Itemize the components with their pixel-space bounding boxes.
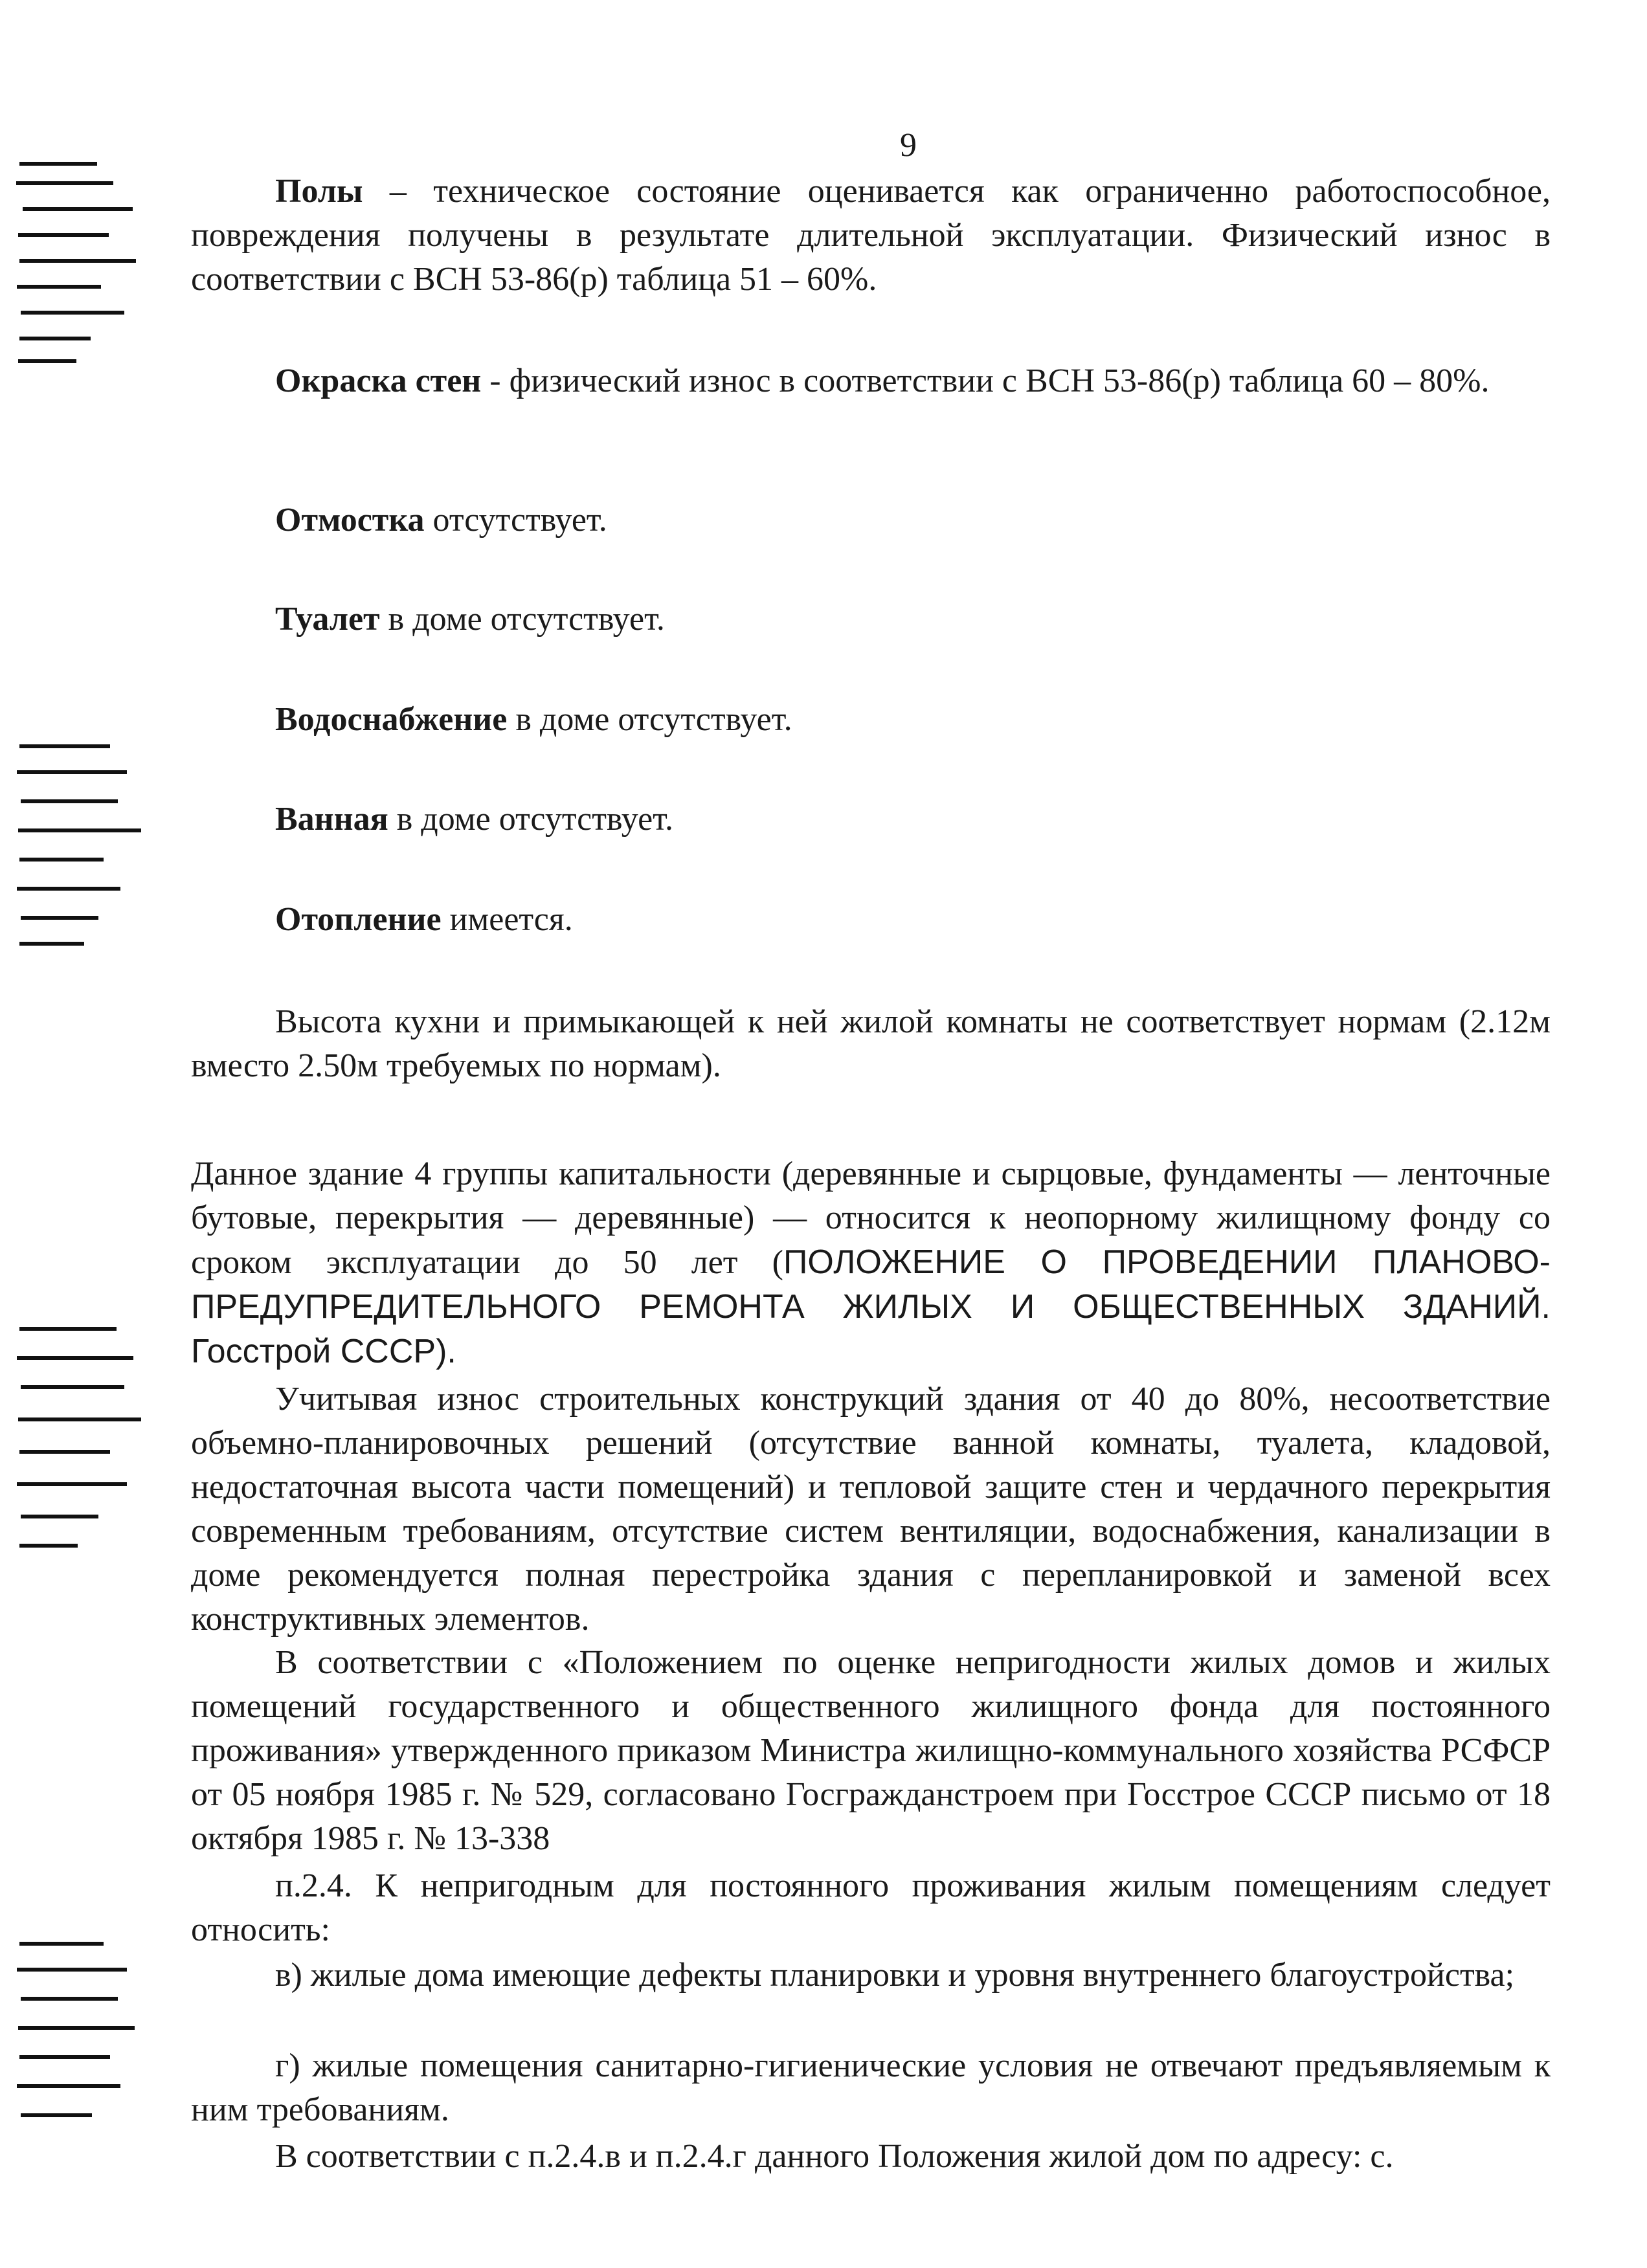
toilet-paragraph [191, 597, 1551, 641]
heating-text: имеется. [441, 901, 573, 938]
blind-area-paragraph [191, 498, 1551, 542]
floors-paragraph [191, 170, 1551, 302]
bathroom-paragraph [191, 797, 1551, 841]
blind-area-label: Отмостка [275, 502, 425, 539]
heating-paragraph [191, 898, 1551, 942]
bathroom-label: Ванная [275, 801, 388, 838]
item-g: г) жилые помещения санитарно-гигиенические условия не отвечают предъявляемым к ним требованиям. [191, 2047, 1551, 2128]
bathroom-text: в доме отсутствует. [388, 801, 673, 838]
heating-label: Отопление [275, 901, 442, 938]
floors-text: – техническое состояние оценивается как ограниченно работоспособное, повреждения получены в результате длительной эксплуатации. Физический износ в соответствии с ВСН 53-86(р) таблица 51 – 60%. [191, 173, 1551, 298]
wall-paint-label: Окраска стен [275, 362, 482, 399]
water-supply-paragraph [191, 698, 1551, 742]
clause-paragraph: п.2.4. К непригодным для постоянного проживания жилым помещениям следует относить: [191, 1867, 1551, 1948]
toilet-label: Туалет [275, 601, 380, 638]
blind-area-text: отсутствует. [424, 502, 607, 539]
regulation-paragraph: В соответствии с «Положением по оценке непригодности жилых домов и жилых помещений государственного и общественного жилищного фонда для постоянного проживания» утвержденного приказом Министра жилищно-коммунального хозяйства РСФСР от 05 ноября 1985 г. № 529, согласовано Госгражданстроем при Госстрое СССР письмо от 18 октября 1985 г. № 13-338 [191, 1644, 1551, 1857]
scan-artifact [0, 1935, 149, 2149]
height-note: Высота кухни и примыкающей к ней жилой комнаты не соответствует нормам (2.12м вместо 2.50м требуемых по нормам). [191, 1003, 1551, 1084]
toilet-text: в доме отсутствует. [379, 601, 665, 638]
water-supply-text: в доме отсутствует. [507, 701, 792, 738]
capital-group-caps: ПОЛОЖЕНИЕ О ПРОВЕДЕНИИ ПЛАНОВО-ПРЕДУПРЕДИТЕЛЬНОГО РЕМОНТА ЖИЛЫХ И ОБЩЕСТВЕННЫХ ЗДАНИЙ. Госстрой СССР). [191, 1243, 1551, 1370]
water-supply-label: Водоснабжение [275, 701, 508, 738]
scan-artifact [0, 738, 149, 951]
scan-artifact [0, 155, 149, 369]
wall-paint-text: - физический износ в соответствии с ВСН 53-86(р) таблица 60 – 80%. [481, 362, 1490, 399]
considering-paragraph: Учитывая износ строительных конструкций здания от 40 до 80%, несоответствие объемно-планировочных решений (отсутствие ванной комнаты, туалета, кладовой, недостаточная высота части помещений) и тепловой защите стен и чердачного перекрытия современным требованиям, отсутствие систем вентиляции, водоснабжения, канализации в доме рекомендуется полная перестройка здания с перепланировкой и заменой всех конструктивных элементов. [191, 1381, 1551, 1638]
scan-artifact [0, 1320, 149, 1553]
floors-label: Полы [275, 173, 363, 210]
item-v: в) жилые дома имеющие дефекты планировки и уровня внутреннего благоустройства; [275, 1957, 1515, 1994]
wall-paint-paragraph [191, 359, 1551, 403]
page-number: 9 [900, 127, 917, 164]
capital-group-paragraph [191, 1152, 1551, 1374]
conclusion-paragraph: В соответствии с п.2.4.в и п.2.4.г данного Положения жилой дом по адресу: с. [275, 2138, 1394, 2175]
capital-group-text: Данное здание 4 группы капитальности (деревянные и сырцовые, фундаменты — ленточные бутовые, перекрытия — деревянные) — относится к неопорному жилищному фонду со сроком эксплуатации до 50 лет ( [191, 1155, 1551, 1281]
